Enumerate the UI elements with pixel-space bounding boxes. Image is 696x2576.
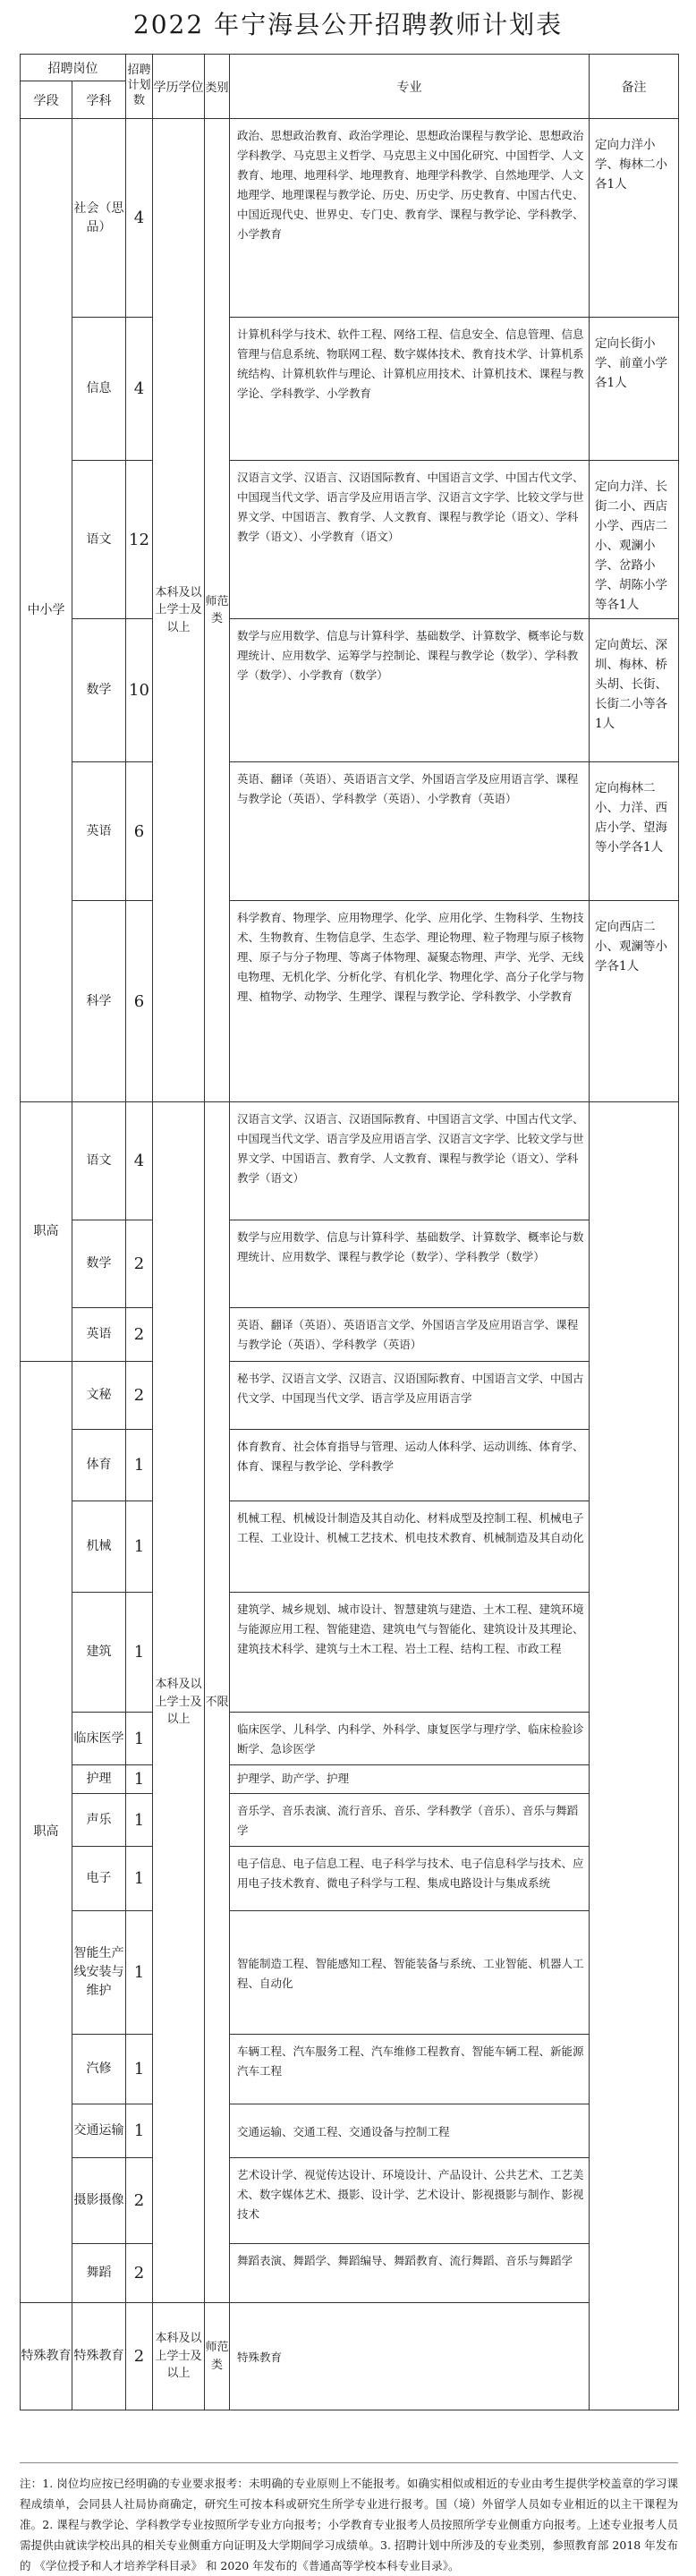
table-row bbox=[21, 1765, 679, 1794]
major-cell: 数学与应用数学、信息与计算科学、基础数学、计算数学、概率论与数理统计、应用数学、课程与教学论（数学）、学科教学（数学） bbox=[230, 1220, 590, 1308]
table-row bbox=[21, 2104, 679, 2158]
note-cell: 定向梅林二小、力洋、西店小学、望海等小学各1人 bbox=[590, 762, 679, 901]
table-row bbox=[21, 2303, 679, 2410]
count-cell: 2 bbox=[126, 1362, 153, 1430]
major-cell: 舞蹈表演、舞蹈学、舞蹈编导、舞蹈教育、流行舞蹈、音乐与舞蹈学 bbox=[230, 2244, 590, 2303]
subject-cell: 机械 bbox=[72, 1501, 126, 1593]
count-cell: 4 bbox=[126, 119, 153, 318]
major-cell: 交通运输、交通工程、交通设备与控制工程 bbox=[230, 2104, 590, 2158]
major-cell: 特殊教育 bbox=[230, 2303, 590, 2410]
count-cell: 1 bbox=[126, 1794, 153, 1847]
count-cell: 1 bbox=[126, 1847, 153, 1911]
count-cell: 1 bbox=[126, 1765, 153, 1794]
subject-cell: 语文 bbox=[72, 461, 126, 619]
count-cell: 1 bbox=[126, 1430, 153, 1501]
table-row bbox=[21, 1102, 679, 1220]
major-cell: 智能制造工程、智能感知工程、智能装备与系统、工业智能、机器人工程、自动化 bbox=[230, 1911, 590, 2035]
major-cell: 建筑学、城乡规划、城市设计、智慧建筑与建造、土木工程、建筑环境与能源应用工程、智能建造、建筑电气与智能化、建筑设计及其理论、建筑技术科学、建筑与土木工程、岩土工程、结构工程、市政工程 bbox=[230, 1593, 590, 1713]
major-cell: 英语、翻译（英语）、英语语言文学、外国语言学及应用语言学、课程与教学论（英语）、学科教学（英语）、小学教育（英语） bbox=[230, 762, 590, 901]
table-row bbox=[21, 119, 679, 318]
table-row bbox=[21, 1713, 679, 1765]
subject-cell: 声乐 bbox=[72, 1794, 126, 1847]
subject-cell: 英语 bbox=[72, 1308, 126, 1362]
edu-cell: 本科及以上学士及以上 bbox=[153, 2303, 205, 2410]
subject-cell: 建筑 bbox=[72, 1593, 126, 1713]
table-row bbox=[21, 619, 679, 762]
table-row bbox=[21, 461, 679, 619]
count-cell: 12 bbox=[126, 461, 153, 619]
major-cell: 秘书学、汉语言文学、汉语言、汉语国际教育、中国语言文学、中国古代文学、中国现当代文学、语言学及应用语言学 bbox=[230, 1362, 590, 1430]
count-cell: 1 bbox=[126, 2104, 153, 2158]
major-cell: 数学与应用数学、信息与计算科学、基础数学、计算数学、概率论与数理统计、应用数学、运筹学与控制论、课程与教学论（数学）、学科教学（数学）、小学教育（数学） bbox=[230, 619, 590, 762]
count-cell: 6 bbox=[126, 901, 153, 1102]
table-row bbox=[21, 1362, 679, 1430]
table-row bbox=[21, 2035, 679, 2104]
count-cell: 2 bbox=[126, 2158, 153, 2244]
major-cell: 临床医学、儿科学、内科学、外科学、康复医学与理疗学、临床检验诊断学、急诊医学 bbox=[230, 1713, 590, 1765]
stage-cell: 职高 bbox=[21, 1102, 72, 1362]
count-cell: 2 bbox=[126, 2303, 153, 2410]
major-cell: 护理学、助产学、护理 bbox=[230, 1765, 590, 1794]
major-cell: 机械工程、机械设计制造及其自动化、材料成型及控制工程、机械电子工程、工业设计、机械工艺技术、机电技术教育、机械制造及其自动化 bbox=[230, 1501, 590, 1593]
subject-cell: 交通运输 bbox=[72, 2104, 126, 2158]
count-cell: 10 bbox=[126, 619, 153, 762]
subject-cell: 数学 bbox=[72, 619, 126, 762]
major-cell: 英语、翻译（英语）、英语语言文学、外国语言学及应用语言学、课程与教学论（英语）、学科教学（英语） bbox=[230, 1308, 590, 1362]
stage-cell: 职高 bbox=[21, 1362, 72, 2303]
major-cell: 汉语言文学、汉语言、汉语国际教育、中国语言文学、中国古代文学、中国现当代文学、语言学及应用语言学、汉语言文字学、比较文学与世界文学、中国语言、教育学、人文教育、课程与教学论（语文）、学科教学（语文） bbox=[230, 1102, 590, 1220]
subject-cell: 英语 bbox=[72, 762, 126, 901]
subject-cell: 智能生产线安装与维护 bbox=[72, 1911, 126, 2035]
header-edu: 学历学位 bbox=[153, 55, 205, 119]
major-cell: 车辆工程、汽车服务工程、汽车维修工程教育、智能车辆工程、新能源汽车工程 bbox=[230, 2035, 590, 2104]
header-count: 招聘计划数 bbox=[126, 55, 153, 119]
count-cell: 1 bbox=[126, 2035, 153, 2104]
major-cell: 政治、思想政治教育、政治学理论、思想政治课程与教学论、思想政治学科教学、马克思主义哲学、马克思主义中国化研究、中国哲学、人文教育、地理、地理科学、地理教育、地理学科教学、自然地理学、人文地理学、地理课程与教学论、历史、历史学、历史教育、中国古代史、中国近现代史、世界史、专门史、教育学、课程与教学论、学科教学、小学教育 bbox=[230, 119, 590, 318]
subject-cell: 社会（思品） bbox=[72, 119, 126, 318]
table-row bbox=[21, 1430, 679, 1501]
header-post: 招聘岗位 bbox=[21, 55, 126, 81]
table-row bbox=[21, 901, 679, 1102]
count-cell: 1 bbox=[126, 1593, 153, 1713]
note-cell bbox=[590, 1102, 679, 2410]
table-row bbox=[21, 1847, 679, 1911]
edu-cell: 本科及以上学士及以上 bbox=[153, 1102, 205, 2303]
count-cell: 1 bbox=[126, 1501, 153, 1593]
subject-cell: 舞蹈 bbox=[72, 2244, 126, 2303]
table-row bbox=[21, 1593, 679, 1713]
count-cell: 2 bbox=[126, 1220, 153, 1308]
edu-cell: 本科及以上学士及以上 bbox=[153, 119, 205, 1102]
table-row bbox=[21, 1501, 679, 1593]
table-row bbox=[21, 762, 679, 901]
major-cell: 电子信息、电子信息工程、电子科学与技术、电子信息科学与技术、应用电子技术教育、微电子科学与工程、集成电路设计与集成系统 bbox=[230, 1847, 590, 1911]
major-cell: 汉语言文学、汉语言、汉语国际教育、中国语言文学、中国古代文学、中国现当代文学、语言学及应用语言学、汉语言文字学、比较文学与世界文学、中国语言、教育学、人文教育、课程与教学论（语文）、学科教学（语文）、小学教育（语文） bbox=[230, 461, 590, 619]
subject-cell: 文秘 bbox=[72, 1362, 126, 1430]
count-cell: 1 bbox=[126, 1713, 153, 1765]
recruitment-table bbox=[20, 54, 679, 2410]
table-row bbox=[21, 1911, 679, 2035]
type-cell: 师范类 bbox=[205, 2303, 230, 2410]
major-cell: 计算机科学与技术、软件工程、网络工程、信息安全、信息管理、信息管理与信息系统、物联网工程、数字媒体技术、教育技术学、计算机系统结构、计算机软件与理论、计算机应用技术、计算机技术、课程与教学论、学科教学、小学教育 bbox=[230, 318, 590, 461]
subject-cell: 数学 bbox=[72, 1220, 126, 1308]
count-cell: 2 bbox=[126, 1308, 153, 1362]
table-row bbox=[21, 318, 679, 461]
header-stage: 学段 bbox=[21, 81, 72, 119]
header-note: 备注 bbox=[590, 55, 679, 119]
type-cell: 师范类 bbox=[205, 119, 230, 1102]
stage-cell: 特殊教育 bbox=[21, 2303, 72, 2410]
footer-notes: 注：1. 岗位均应按已经明确的专业要求报考：未明确的专业原则上不能报考。如确实相似或相近的专业由考生提供学校盖章的学习课程成绩单，会同县人社局协商确定，研究生可按本科或研究生所学专业进行报考。国（境）外留学人员如专业相近的以主干课程为准。2. 课程与教学论、学科教学专业按照所学专业方向报考；小学教育专业报考人员按照所学专业侧重方向报考。上述专业报考人员需提供由就读学校出具的相关专业侧重方向证明及大学期间学习成绩单。3. 招聘计划中所涉及的专业类别，参照教育部 2018 年发布的 《学位授予和人才培养学科目录》 和 2020 年发布的《普通高等学校本科专业目录》。 bbox=[20, 2477, 678, 2572]
subject-cell: 护理 bbox=[72, 1765, 126, 1794]
subject-cell: 特殊教育 bbox=[72, 2303, 126, 2410]
subject-cell: 电子 bbox=[72, 1847, 126, 1911]
subject-cell: 临床医学 bbox=[72, 1713, 126, 1765]
note-cell: 定向黄坛、深圳、梅林、桥头胡、长街、长街二小等各1人 bbox=[590, 619, 679, 762]
count-cell: 6 bbox=[126, 762, 153, 901]
note-cell: 定向长街小学、前童小学各1人 bbox=[590, 318, 679, 461]
footer-divider bbox=[20, 2462, 678, 2463]
table-row bbox=[21, 2244, 679, 2303]
table-row bbox=[21, 1308, 679, 1362]
note-cell: 定向西店二小、观澜等小学各1人 bbox=[590, 901, 679, 1102]
subject-cell: 语文 bbox=[72, 1102, 126, 1220]
header-type: 类别 bbox=[205, 55, 230, 119]
table-row bbox=[21, 1220, 679, 1308]
table-row bbox=[21, 2158, 679, 2244]
subject-cell: 摄影摄像 bbox=[72, 2158, 126, 2244]
note-cell: 定向力洋、长街二小、西店小学、西店二小、观澜小学、岔路小学、胡陈小学等各1人 bbox=[590, 461, 679, 619]
stage-cell: 中小学 bbox=[21, 119, 72, 1102]
count-cell: 1 bbox=[126, 1911, 153, 2035]
count-cell: 4 bbox=[126, 1102, 153, 1220]
count-cell: 2 bbox=[126, 2244, 153, 2303]
major-cell: 音乐学、音乐表演、流行音乐、音乐、学科教学（音乐）、音乐与舞蹈学 bbox=[230, 1794, 590, 1847]
header-subject: 学科 bbox=[72, 81, 126, 119]
count-cell: 4 bbox=[126, 318, 153, 461]
subject-cell: 汽修 bbox=[72, 2035, 126, 2104]
subject-cell: 信息 bbox=[72, 318, 126, 461]
note-cell: 定向力洋小学、梅林二小各1人 bbox=[590, 119, 679, 318]
subject-cell: 科学 bbox=[72, 901, 126, 1102]
subject-cell: 体育 bbox=[72, 1430, 126, 1501]
table-row bbox=[21, 1794, 679, 1847]
major-cell: 体育教育、社会体育指导与管理、运动人体科学、运动训练、体育学、体育、课程与教学论、学科教学 bbox=[230, 1430, 590, 1501]
header-major: 专业 bbox=[230, 55, 590, 119]
major-cell: 艺术设计学、视觉传达设计、环境设计、产品设计、公共艺术、工艺美术、数字媒体艺术、摄影、设计学、艺术设计、影视摄影与制作、影视技术 bbox=[230, 2158, 590, 2244]
major-cell: 科学教育、物理学、应用物理学、化学、应用化学、生物科学、生物技术、生物教育、生物信息学、生态学、理论物理、粒子物理与原子核物理、原子与分子物理、等离子体物理、凝聚态物理、声学、光学、无线电物理、无机化学、分析化学、有机化学、物理化学、高分子化学与物理、植物学、动物学、生理学、课程与教学论、学科教学、小学教育 bbox=[230, 901, 590, 1102]
type-cell: 不限 bbox=[205, 1102, 230, 2303]
page-title: 2022 年宁海县公开招聘教师计划表 bbox=[132, 10, 564, 39]
